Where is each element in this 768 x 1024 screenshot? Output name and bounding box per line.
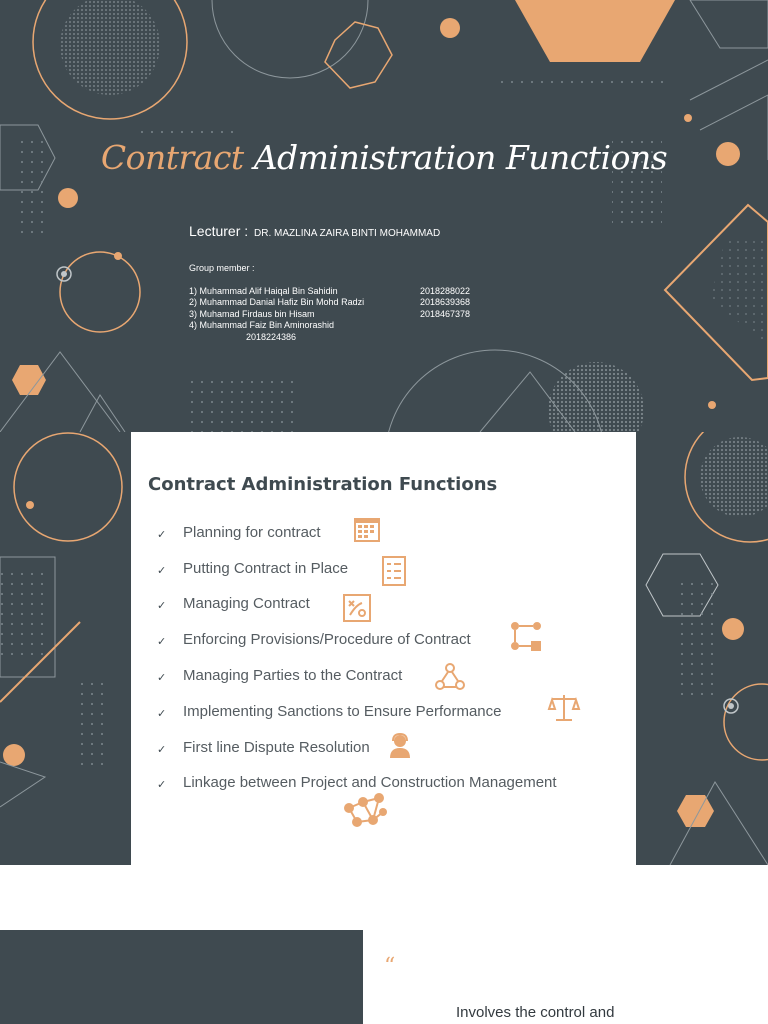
member-name: 3) Muhamad Firdaus bin Hisam [189, 309, 315, 319]
slide-decoration [0, 0, 768, 432]
item-label: Enforcing Provisions/Procedure of Contract [183, 631, 471, 648]
member-name: 2) Muhammad Danial Hafiz Bin Mohd Radzi [189, 297, 365, 307]
definition-text: Involves the control and [456, 1004, 615, 1021]
item-label: Planning for contract [183, 524, 321, 541]
panel-title: Contract Administration Functions [148, 474, 498, 495]
member-name: 4) Muhammad Faiz Bin Aminorashid [189, 320, 335, 330]
member-id: 2018288022 [420, 286, 471, 296]
strategy-board-icon [342, 593, 372, 623]
check-icon: ✓ [157, 528, 167, 541]
item-label: Linkage between Project and Construction Management [183, 774, 557, 791]
lecturer-line [189, 223, 440, 239]
check-icon: ✓ [157, 635, 167, 648]
item-label: First line Dispute Resolution [183, 739, 370, 756]
scales-icon [547, 692, 581, 724]
check-icon: ✓ [157, 599, 167, 612]
workflow-icon [510, 620, 542, 652]
quote-mark: “ [384, 954, 396, 979]
content-panel [131, 432, 636, 865]
dark-block [0, 930, 363, 1024]
check-icon: ✓ [157, 707, 167, 720]
lecturer-label: Lecturer : [189, 223, 249, 239]
check-icon: ✓ [157, 778, 167, 791]
calendar-icon [353, 516, 381, 544]
lecturer-name: DR. MAZLINA ZAIRA BINTI MOHAMMAD [254, 228, 441, 239]
item-label: Implementing Sanctions to Ensure Performance [183, 703, 502, 720]
functions-slide [0, 432, 768, 865]
check-icon: ✓ [157, 671, 167, 684]
member-name: 1) Muhammad Alif Haiqal Bin Sahidin [189, 286, 338, 296]
item-label: Managing Contract [183, 595, 310, 612]
definition-slide [0, 930, 768, 1024]
title-slide [0, 0, 768, 432]
group-member-label: Group member : [189, 263, 255, 273]
item-label: Managing Parties to the Contract [183, 667, 403, 684]
member-id: 2018224386 [246, 332, 297, 342]
title-rest: Administration Functions [253, 138, 668, 177]
people-network-icon [433, 661, 467, 695]
member-id: 2018639368 [420, 297, 471, 307]
item-label: Putting Contract in Place [183, 560, 349, 577]
check-icon: ✓ [157, 743, 167, 756]
title-accent: Contract [100, 138, 244, 177]
presentation-title [0, 138, 768, 177]
checklist-icon [381, 555, 407, 587]
member-id: 2018467378 [420, 309, 471, 319]
check-icon: ✓ [157, 564, 167, 577]
network-icon [341, 790, 389, 832]
support-agent-icon [388, 732, 412, 760]
